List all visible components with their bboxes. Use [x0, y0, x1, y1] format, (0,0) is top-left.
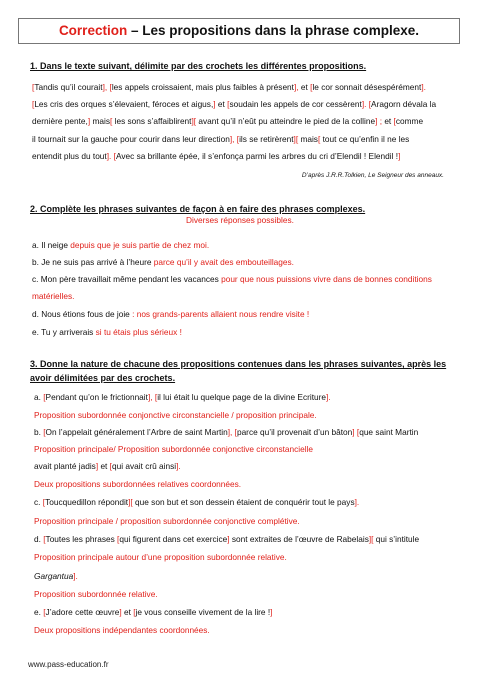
- correction-mark: [: [32, 82, 35, 92]
- text-segment: et: [123, 607, 134, 617]
- s3-line: [34, 551, 287, 564]
- s3-line: [34, 533, 419, 546]
- correction-mark: ].: [176, 461, 181, 471]
- correction-mark: ]: [398, 151, 401, 161]
- text-segment: qui s’intitule: [375, 534, 420, 544]
- title-text: – Les propositions dans la phrase complexe.: [127, 23, 420, 38]
- text-segment: On l’appelait généralement l’Arbre de saint Martin: [45, 427, 228, 437]
- text-segment: b. Je ne suis pas arrivé à l’heure: [32, 257, 154, 267]
- s3-line: [34, 515, 300, 528]
- correction-mark: ][: [128, 497, 136, 507]
- s3-line: [34, 570, 78, 583]
- s1-line: [32, 133, 409, 146]
- s2-line: [32, 308, 309, 321]
- text-segment: le cor sonnait désespérément: [312, 82, 422, 92]
- correction-mark: [: [43, 427, 46, 437]
- footer-url: www.pass-education.fr: [28, 660, 109, 669]
- correction-mark: Proposition principale autour d’une proposition subordonnée relative.: [34, 552, 287, 562]
- correction-mark: ]: [95, 461, 101, 471]
- correction-mark: Proposition subordonnée conjonctive circonstancielle / proposition principale.: [34, 410, 317, 420]
- text-segment: il lui était lu quelque page de la divine Ecriture: [157, 392, 326, 402]
- text-segment: Gargantua: [34, 571, 74, 581]
- correction-mark: ]: [119, 607, 124, 617]
- s3-line: [34, 460, 181, 473]
- text-segment: comme: [395, 116, 424, 126]
- correction-mark: ], [: [147, 392, 158, 402]
- source-credit: [302, 172, 444, 179]
- text-segment: Toutes les phrases: [45, 534, 118, 544]
- text-segment: les appels croissaient, mais plus faibles à présent: [111, 82, 294, 92]
- correction-mark: Deux propositions subordonnées relatives coordonnées.: [34, 479, 242, 489]
- correction-mark: ].: [326, 392, 331, 402]
- s3-line: [34, 409, 317, 422]
- text-segment: parce qu’il provenait d’un bâton: [236, 427, 353, 437]
- text-segment: je vous conseille vivement de la lire !: [135, 607, 271, 617]
- correction-mark: ], [: [102, 82, 112, 92]
- text-segment: Toucquedillon répondit: [45, 497, 129, 507]
- text-segment: il tournait sur la gauche pour courir dans leur direction: [32, 134, 230, 144]
- section-2-title: 2. Complète les phrases suivantes de façon à en faire des phrases complexes.: [30, 204, 366, 214]
- text-segment: Avec sa brillante épée, il s’enfonça parmi les arbres du cri d’Elendil ! Elendil !: [115, 151, 399, 161]
- text-segment: d.: [34, 534, 44, 544]
- text-segment: ils se retirèrent: [239, 134, 294, 144]
- text-segment: c. Mon père travaillait même pendant les vacances: [32, 274, 222, 284]
- section-1-title: 1. Dans le texte suivant, délimite par des crochets les différentes propositions.: [30, 61, 367, 71]
- correction-mark: ]: [227, 534, 232, 544]
- text-segment: Pendant qu’on le frictionnait: [45, 392, 148, 402]
- correction-mark: [: [317, 134, 323, 144]
- correction-mark: [: [109, 461, 112, 471]
- correction-mark: ][: [191, 116, 199, 126]
- correction-mark: ] ;: [375, 116, 385, 126]
- s1-line: [32, 98, 436, 111]
- correction-mark: [: [43, 607, 46, 617]
- correction-mark: [: [109, 116, 115, 126]
- s3-line: [34, 478, 241, 491]
- text-segment: Aragorn dévala la: [371, 99, 437, 109]
- correction-mark: [: [393, 116, 396, 126]
- correction-mark: ]. [: [106, 151, 116, 161]
- correction-mark: ]. [: [361, 99, 372, 109]
- text-segment: et: [217, 99, 228, 109]
- correction-mark: ][: [368, 534, 376, 544]
- title-box: [18, 18, 460, 44]
- s3-line: [34, 426, 418, 439]
- text-segment: entendit plus du tout: [32, 151, 107, 161]
- s3-line: [34, 391, 331, 404]
- s2-line: [32, 326, 182, 339]
- correction-mark: ].: [73, 571, 78, 581]
- text-segment: avait planté jadis: [34, 461, 96, 471]
- text-segment: c.: [34, 497, 43, 507]
- correction-mark: ]: [87, 116, 93, 126]
- correction-mark: : nos grands-parents allaient nous rendre visite !: [132, 309, 310, 319]
- s1-line: [32, 115, 423, 128]
- correction-mark: [: [310, 82, 313, 92]
- correction-mark: Proposition subordonnée relative.: [34, 589, 158, 599]
- section-3-title-line2: avoir délimitées par des crochets.: [30, 373, 176, 383]
- correction-mark: depuis que je suis partie de chez moi.: [70, 240, 210, 250]
- text-segment: e.: [34, 607, 44, 617]
- correction-mark: pour que nous puissions vivre dans de bonnes conditions: [221, 274, 432, 284]
- text-segment: que son but et son dessein étaient de conquérir tout le pays: [135, 497, 355, 507]
- title-correction: Correction: [58, 23, 128, 38]
- s2-line: [32, 256, 294, 269]
- section-3-title-line1: 3. Donne la nature de chacune des propositions contenues dans les phrases suivantes, après les: [30, 359, 447, 369]
- correction-mark: Deux propositions indépendantes coordonnées.: [34, 625, 210, 635]
- correction-mark: ] [: [352, 427, 360, 437]
- text-segment: qui figurent dans cet exercice: [119, 534, 228, 544]
- s3-line: [34, 496, 359, 509]
- correction-mark: ], [: [227, 427, 237, 437]
- text-segment: Les cris des orques s’élevaient, féroces et aigus,: [34, 99, 214, 109]
- correction-mark: [: [32, 99, 35, 109]
- section-2-note: Diverses réponses possibles.: [186, 215, 294, 225]
- correction-mark: matérielles.: [32, 291, 75, 301]
- correction-mark: [: [43, 392, 46, 402]
- s3-line: [34, 443, 313, 456]
- s3-line: [34, 606, 272, 619]
- text-segment: Tandis qu’il courait: [34, 82, 103, 92]
- s3-line: [34, 588, 158, 601]
- s2-line: [32, 239, 209, 252]
- text-segment: sont extraites de l’œuvre de Rabelais: [231, 534, 369, 544]
- correction-mark: ],: [293, 82, 301, 92]
- correction-mark: ], [: [229, 134, 240, 144]
- text-segment: et: [100, 461, 110, 471]
- correction-mark: Proposition principale/ Proposition subordonnée conjonctive circonstancielle: [34, 444, 314, 454]
- correction-mark: si tu étais plus sérieux !: [95, 327, 182, 337]
- credit-prefix: D’après J.R.R.Tolkien,: [301, 172, 369, 179]
- text-segment: J’adore cette œuvre: [45, 607, 120, 617]
- s1-line: [32, 150, 400, 163]
- correction-mark: ][: [293, 134, 301, 144]
- correction-mark: [: [42, 497, 46, 507]
- text-segment: e. Tu y arriverais: [32, 327, 96, 337]
- s3-line: [34, 624, 210, 637]
- s2-line: [32, 290, 74, 303]
- text-segment: dernière pente,: [32, 116, 88, 126]
- correction-mark: Proposition principale / proposition subordonnée conjonctive complétive.: [34, 516, 300, 526]
- text-segment: mais: [92, 116, 110, 126]
- text-segment: et: [300, 82, 311, 92]
- correction-mark: ]: [213, 99, 218, 109]
- text-segment: qui avait crû ainsi: [111, 461, 177, 471]
- correction-mark: [: [117, 534, 120, 544]
- text-segment: tout ce qu’enfin il ne les: [322, 134, 410, 144]
- correction-mark: [: [133, 607, 136, 617]
- s2-line: [32, 273, 432, 286]
- correction-mark: parce qu’il y avait des embouteillages.: [153, 257, 294, 267]
- text-segment: a.: [34, 392, 44, 402]
- correction-mark: ].: [421, 82, 426, 92]
- text-segment: mais: [300, 134, 318, 144]
- text-segment: soudain les appels de cor cessèrent: [229, 99, 362, 109]
- s1-line: [32, 81, 426, 94]
- text-segment: les sons s’affaiblirent: [114, 116, 192, 126]
- correction-mark: ]: [270, 607, 273, 617]
- text-segment: b.: [34, 427, 44, 437]
- text-segment: que saint Martin: [359, 427, 419, 437]
- text-segment: a. Il neige: [32, 240, 71, 250]
- text-segment: et: [384, 116, 394, 126]
- correction-mark: [: [227, 99, 230, 109]
- text-segment: d. Nous étions fous de joie: [32, 309, 133, 319]
- correction-mark: [: [43, 534, 46, 544]
- correction-mark: ].: [354, 497, 360, 507]
- text-segment: avant qu’il n’eût pu atteindre le pied de la colline: [198, 116, 376, 126]
- credit-book: Le Seigneur des anneaux.: [368, 172, 444, 179]
